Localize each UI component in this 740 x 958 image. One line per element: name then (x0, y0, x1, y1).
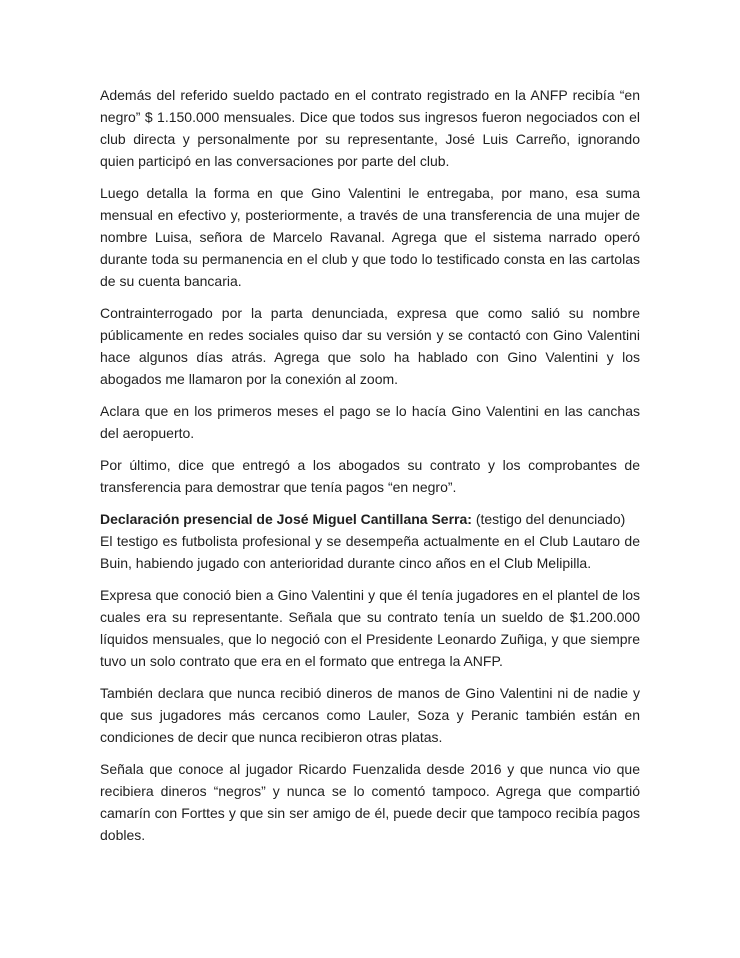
paragraph-payment-method: Luego detalla la forma en que Gino Valentini le entregaba, por mano, esa suma mensual en efectivo y, posteriormente, a través de una transferencia de una mujer de nombre Luisa, señora de Marcelo Ravanal. Agrega que el sistema narrado operó durante toda su permanencia en el club y que todo lo testificado consta en las cartolas de su cuenta bancaria. (100, 185, 640, 289)
paragraph-airport-fields: Aclara que en los primeros meses el pago se lo hacía Gino Valentini en las canchas del aeropuerto. (100, 403, 640, 441)
paragraph-cross-examination: Contrainterrogado por la parta denunciada, expresa que como salió su nombre públicamente en redes sociales quiso dar su versión y se contactó con Gino Valentini hace algunos días atrás. Agrega que solo ha hablado con Gino Valentini y los abogados me llamaron por la conexión al zoom. (100, 305, 640, 387)
paragraph-contract-evidence: Por último, dice que entregó a los abogados su contrato y los comprobantes de transferencia para demostrar que tenía pagos “en negro”. (100, 457, 640, 495)
paragraph-witness-denial: También declara que nunca recibió dineros de manos de Gino Valentini ni de nadie y que sus jugadores más cercanos como Lauler, Soza y Peranic también están en condiciones de decir que nunca recibieron otras platas. (100, 685, 640, 745)
declaration-title-line (100, 508, 640, 530)
paragraph-salary-anfp: Además del referido sueldo pactado en el contrato registrado en la ANFP recibía “en negro” $ 1.150.000 mensuales. Dice que todos sus ingresos fueron negociados con el club directa y personalmente por su representante, José Luis Carreño, ignorando quien participó en las conversaciones por parte del club. (100, 87, 640, 169)
declaration-title-annotation: (testigo del denunciado) (471, 511, 626, 527)
document-body (100, 84, 640, 846)
declaration-cantillana-block (100, 508, 640, 574)
paragraph-witness-contract: Expresa que conoció bien a Gino Valentini y que él tenía jugadores en el plantel de los cuales era su representante. Señala que su contrato tenía un sueldo de $1.200.000 líquidos mensuales, que lo negoció con el Presidente Leonardo Zuñiga, y que siempre tuvo un solo contrato que era en el formato que entrega la ANFP. (100, 587, 640, 669)
declaration-witness-intro: El testigo es futbolista profesional y se desempeña actualmente en el Club Lautaro de Buin, habiendo jugado con anterioridad durante cinco años en el Club Melipilla. (100, 533, 640, 571)
paragraph-witness-fuenzalida: Señala que conoce al jugador Ricardo Fuenzalida desde 2016 y que nunca vio que recibiera dineros “negros” y nunca se lo comentó tampoco. Agrega que compartió camarín con Forttes y que sin ser amigo de él, puede decir que tampoco recibía pagos dobles. (100, 761, 640, 843)
declaration-title: Declaración presencial de José Miguel Cantillana Serra: (100, 511, 472, 527)
